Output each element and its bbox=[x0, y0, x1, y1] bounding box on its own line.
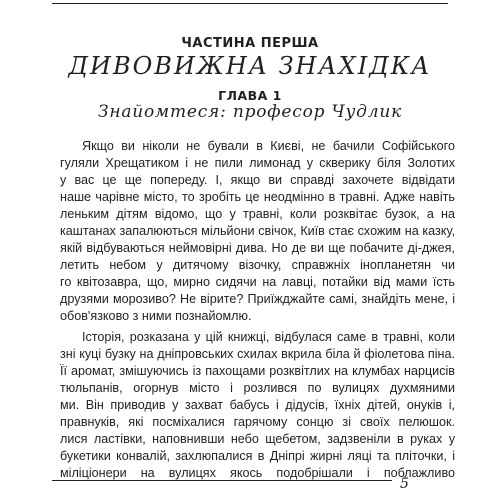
text-line: наше чарівне місто, то зробіть це неодмінно в травні. Адже навіть bbox=[60, 190, 455, 204]
text-line: зні куці бузку на дніпровських схилах вкрила біла й фіолетова піна. bbox=[60, 347, 455, 361]
text-line: го квітозавра, що, мирно сидячи на лавці, потайки від мами їсть bbox=[60, 275, 455, 289]
chapter-title: Знайомтеся: професор Чудлик bbox=[97, 102, 403, 122]
text-line: каштанах запалюються мільйони свічок, Київ стає схожим на казку, bbox=[60, 224, 455, 238]
text-line: букетики конвалій, захлюпалися в Дніпрі жирні ляці та пліточки, і bbox=[60, 449, 455, 463]
text-line: гуляли Хрещатиком і не пили лимонад у скверику біля Золотих bbox=[60, 156, 455, 170]
body-text bbox=[60, 138, 455, 482]
text-line: лися ластівки, наповнивши небо щебетом, задзвеніли в руках у bbox=[60, 432, 455, 446]
text-line: леньким дітям відомо, що у травні, коли розквітає бузок, а на bbox=[60, 207, 455, 221]
text-line: якій відбуваються неймовірні дива. Но де ви ще побачите ді-джея, bbox=[60, 241, 455, 255]
text-line: міліціонери на вулицях якось подобрішали і поблажливо bbox=[60, 466, 455, 480]
text-line: у вас це ще попереду. І, якщо ви справді захочете відвідати bbox=[60, 173, 455, 187]
text-line: Її аромат, змішуючись із пахощами розквітлих на клумбах нарцисів bbox=[60, 364, 455, 378]
text-line: ми. Він приводив у захват бабусь і дідусів, їхніх дітей, онуків і, bbox=[60, 398, 455, 412]
part-label: ЧАСТИНА ПЕРША bbox=[181, 36, 319, 51]
text-line: обов'язково з ними познайомлю. bbox=[60, 309, 252, 323]
page-number: 5 bbox=[400, 476, 409, 492]
text-line: правнуків, які посміхалися гарячому сонцю зі своїх пелюшок. bbox=[60, 415, 455, 429]
text-line: летить небом у дитячому візочку, справжніх інопланетян чи bbox=[60, 258, 455, 272]
text-line: Історія, розказана у цій книжці, відбулася саме в травні, коли bbox=[82, 330, 455, 344]
paragraph bbox=[60, 329, 455, 482]
chapter-label: ГЛАВА 1 bbox=[218, 88, 282, 103]
paragraph bbox=[60, 138, 455, 325]
text-line: Якщо ви ніколи не бували в Києві, не бачили Софійського bbox=[82, 139, 455, 153]
part-title: ДИВОВИЖНА ЗНАХІДКА bbox=[68, 52, 432, 80]
top-rule bbox=[52, 3, 448, 4]
text-line: друзями морозиво? Не вірите? Приїжджайте самі, знайдіть мене, і bbox=[60, 292, 455, 306]
footer-rule bbox=[52, 480, 392, 481]
text-line: тюльпанів, огорнув місто і розлився по вулицях духмяними bbox=[60, 381, 455, 395]
